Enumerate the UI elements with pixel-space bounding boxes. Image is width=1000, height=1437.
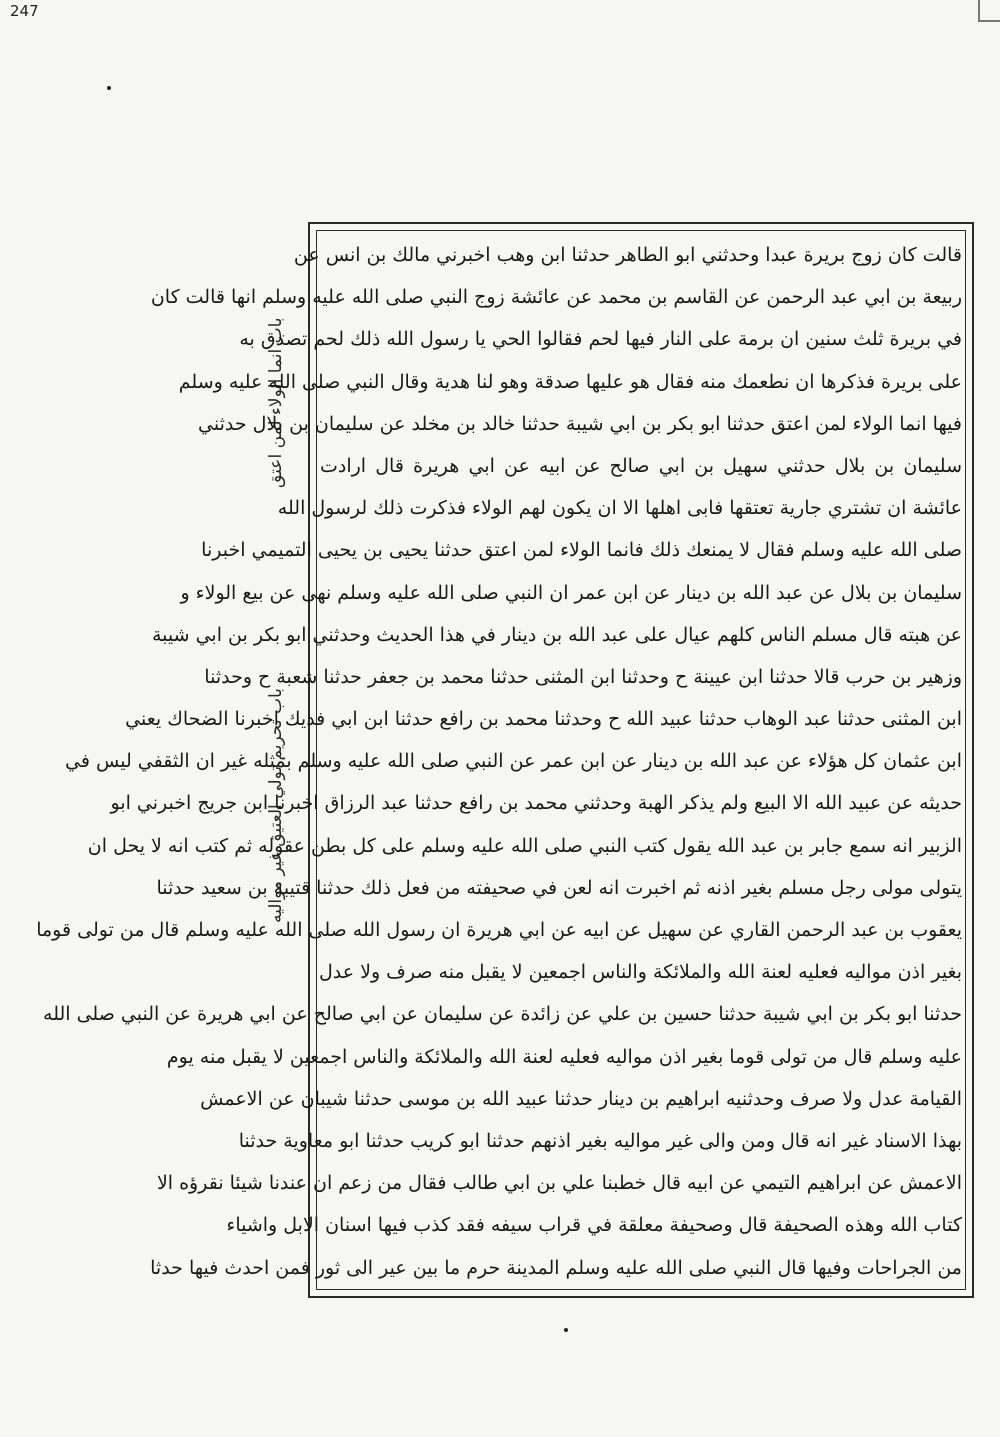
manuscript-line: وزهير بن حرب قالا حدثنا ابن عيينة ح وحدثنا ابن المثنى حدثنا محمد بن جعفر حدثنا شعبة ح وحدثنا (204, 665, 962, 688)
manuscript-line: ابن عثمان كل هؤلاء عن عبد الله بن دينار عن ابن عمر عن النبي صلى الله عليه وسلم بمثله غير ان الثقفي ليس في (65, 750, 962, 773)
manuscript-line: في بريرة ثلث سنين ان برمة على النار فيها لحم فقالوا الحي يا رسول الله ذلك لحم تصدق به (239, 328, 962, 351)
manuscript-line: ابن المثنى حدثنا عبد الوهاب حدثنا عبيد الله ح وحدثنا محمد بن رافع حدثنا ابن ابي فديك اخبرنا الضحاك يعني (125, 708, 962, 731)
manuscript-line: ربيعة بن ابي عبد الرحمن عن القاسم بن محمد عن عائشة زوج النبي صلى الله عليه وسلم انها قالت كان (150, 286, 962, 309)
manuscript-line: كتاب الله وهذه الصحيفة قال وصحيفة معلقة في قراب سيفه فقد كذب فيها اسنان الابل واشياء (226, 1214, 962, 1237)
manuscript-line: حدثنا ابو بكر بن ابي شيبة حدثنا حسين بن علي عن زائدة عن سليمان عن ابي صالح عن ابي هريرة عن النبي صلى الله (43, 1003, 962, 1026)
manuscript-line: صلى الله عليه وسلم فقال لا يمنعك ذلك فانما الولاء لمن اعتق حدثنا يحيى بن يحيى التميمي اخبرنا (201, 539, 962, 562)
manuscript-line: القيامة عدل ولا صرف وحدثنيه ابراهيم بن دينار حدثنا عبيد الله بن موسى حدثنا شيبان عن الاعمش (200, 1087, 962, 1110)
manuscript-line: عائشة ان تشتري جارية تعتقها فابى اهلها الا ان يكون لهم الولاء فذكرت ذلك لرسول الله (277, 497, 962, 520)
manuscript-line: حديثه عن عبيد الله الا البيع ولم يذكر الهبة وحدثني محمد بن رافع حدثنا عبد الرزاق اخبرنا ابن جريج اخبرني ابو (110, 792, 962, 815)
manuscript-line: يتولى مولى رجل مسلم بغير اذنه ثم اخبرت انه لعن في صحيفته من فعل ذلك حدثنا قتيبة بن سعيد حدثنا (156, 876, 962, 899)
manuscript-line: سليمان بن بلال حدثني سهيل بن ابي صالح عن ابيه عن ابي هريرة قال ارادت (320, 454, 962, 477)
manuscript-line: بغير اذن مواليه فعليه لعنة الله والملائكة والناس اجمعين لا يقبل منه صرف ولا عدل (318, 961, 962, 984)
manuscript-line: عليه وسلم قال من تولى قوما بغير اذن مواليه فعليه لعنة الله والملائكة والناس اجمعين لا يقبل منه يوم (166, 1045, 962, 1068)
ink-dot (564, 1328, 568, 1332)
page-number: 247 (10, 2, 39, 20)
margin-note: باب تحريم تولي العتيق غير مواليه (266, 688, 286, 923)
manuscript-line: قالت كان زوج بريرة عبدا وحدثني ابو الطاهر حدثنا ابن وهب اخبرني مالك بن انس عن (293, 244, 962, 266)
manuscript-line: سليمان بن بلال عن عبد الله بن دينار عن ابن عمر ان النبي صلى الله عليه وسلم نهى عن بيع الولاء و (180, 581, 962, 604)
manuscript-line: الزبير انه سمع جابر بن عبد الله يقول كتب النبي صلى الله عليه وسلم على كل بطن عقوله ثم كتب انه لا يحل ان (87, 834, 962, 857)
manuscript-line: الاعمش عن ابراهيم التيمي عن ابيه قال خطبنا علي بن ابي طالب فقال من زعم ان عندنا شيئا نقرؤه الا (156, 1172, 962, 1195)
manuscript-line: من الجراحات وفيها قال النبي صلى الله عليه وسلم المدينة حرم ما بين عير الى ثور فمن احدث فيها حدثا (150, 1256, 962, 1279)
manuscript-line: فيها انما الولاء لمن اعتق حدثنا ابو بكر بن ابي شيبة حدثنا خالد بن مخلد عن سليمان بن بلال حدثني (198, 412, 962, 435)
margin-note: باب انما الولاء لمن اعتق (266, 318, 286, 489)
manuscript-line: يعقوب بن عبد الرحمن القاري عن سهيل عن ابيه عن ابي هريرة ان رسول الله صلى الله عليه وسلم قال من تولى قوما (36, 919, 962, 941)
manuscript-line: بهذا الاسناد غير انه قال ومن والى غير مواليه بغير اذنهم حدثنا ابو كريب حدثنا ابو معاوية حدثنا (238, 1129, 962, 1152)
manuscript-line: عن هبته قال مسلم الناس كلهم عيال على عبد الله بن دينار في هذا الحديث وحدثني ابو بكر بن ابي شيبة (151, 623, 962, 646)
manuscript-line: على بريرة فذكرها ان نطعمك منه فقال هو عليها صدقة وهو لنا هدية وقال النبي صلى الله عليه وسلم (178, 370, 962, 393)
corner-mark (978, 0, 1000, 22)
ink-dot (107, 86, 111, 90)
